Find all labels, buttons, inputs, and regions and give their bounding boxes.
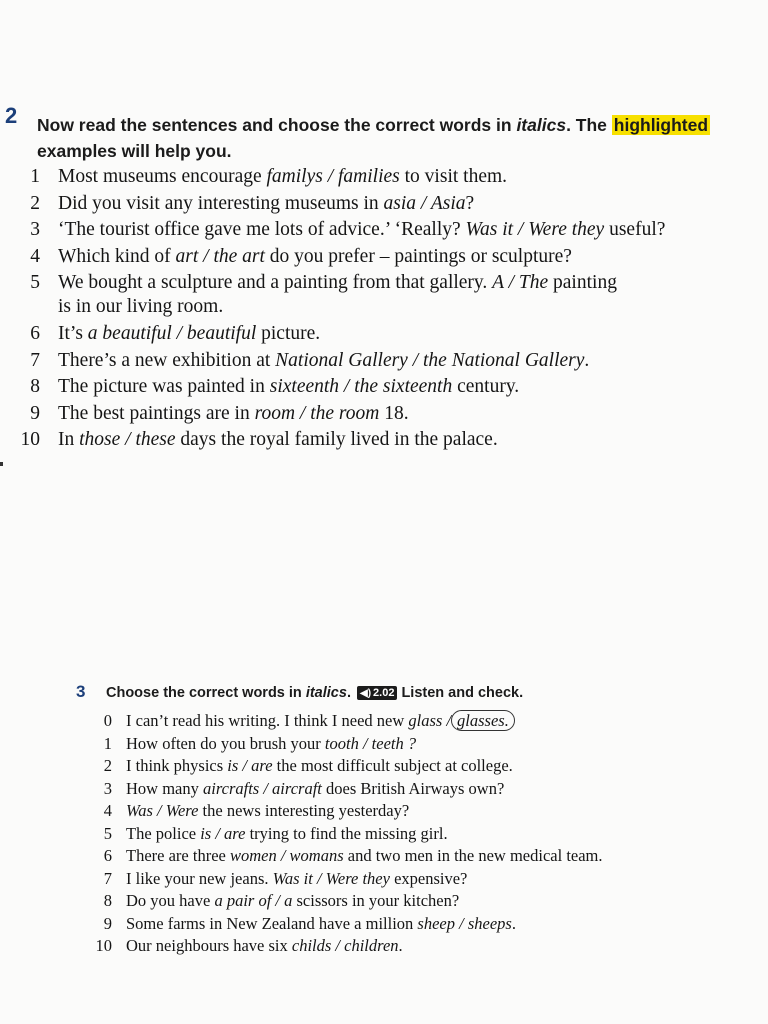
- choice-options: a beautiful / beautiful: [87, 323, 257, 344]
- choice-options: Was it / Were they: [465, 219, 605, 240]
- sentence-text: Did you visit any interesting museums in: [58, 192, 384, 214]
- item-number: 2: [103, 756, 112, 775]
- item-number: 5: [30, 272, 40, 293]
- list-item: [0, 801, 760, 824]
- choice-options: childs / children: [291, 936, 399, 955]
- sentence-text: painting: [548, 272, 617, 293]
- sentence-text: I can’t read his writing. I think I need new: [126, 711, 409, 730]
- item-number: 9: [103, 913, 112, 933]
- choice-options: sheep / sheeps: [417, 913, 512, 933]
- circled-answer: glasses.: [451, 710, 515, 731]
- item-sentence: [126, 801, 409, 821]
- list-item: [0, 272, 768, 323]
- item-number: 4: [103, 801, 112, 820]
- sentence-text: ?: [465, 192, 475, 214]
- item-number: 4: [30, 245, 40, 267]
- sentence-text: useful?: [604, 219, 666, 240]
- list-item: [0, 403, 768, 430]
- item-number: 10: [20, 429, 40, 450]
- list-item: [0, 891, 760, 914]
- choice-options: is / are: [227, 756, 273, 775]
- sentence-text: In: [58, 429, 80, 450]
- sentence-text: and two men in the new medical team.: [343, 846, 603, 865]
- list-item: [0, 734, 760, 757]
- list-item: [0, 323, 768, 350]
- sentence-text: It’s: [58, 323, 88, 344]
- item-number: 6: [30, 323, 40, 344]
- sentence-text: .: [511, 913, 516, 933]
- sentence-text: I like your new jeans.: [126, 868, 273, 888]
- sentence-text: Our neighbours have six: [126, 936, 292, 955]
- choice-options: a pair of / a: [214, 891, 293, 910]
- item-number: 2: [30, 192, 40, 214]
- sentence-text: The police: [126, 823, 201, 843]
- choice-options: glass /: [408, 711, 452, 730]
- item-sentence: [58, 166, 507, 188]
- item-sentence: [126, 711, 515, 731]
- choice-options: sixteenth / the sixteenth: [269, 376, 453, 397]
- list-item: [0, 846, 760, 869]
- page-mark: [0, 462, 3, 466]
- item-number: 7: [30, 349, 40, 371]
- item-number: 8: [30, 376, 40, 397]
- choice-options: A / The: [492, 272, 549, 293]
- item-sentence: [58, 376, 519, 398]
- item-number: 10: [95, 936, 112, 955]
- item-sentence: [126, 756, 513, 776]
- sentence-text: Do you have: [126, 891, 215, 910]
- item-sentence: [58, 350, 589, 372]
- choice-options: aircrafts / aircraft: [203, 778, 322, 798]
- choice-options: asia / Asia: [383, 192, 466, 214]
- item-sentence: [126, 779, 504, 799]
- list-item: [0, 711, 760, 734]
- list-item: [0, 350, 768, 377]
- item-sentence: [58, 429, 498, 451]
- sentence-text: does British Airways own?: [321, 778, 505, 798]
- sentence-text: ‘The tourist office gave me lots of advice.’ ‘Really?: [58, 219, 466, 240]
- choice-options: Was / Were: [126, 801, 199, 820]
- sentence-text: There are three: [126, 846, 230, 865]
- item-number: 8: [103, 891, 112, 910]
- sentence-text: How often do you brush your: [126, 733, 325, 753]
- choice-options: tooth / teeth ?: [324, 733, 417, 753]
- item-number: 1: [103, 733, 112, 753]
- sentence-text: .: [584, 349, 590, 371]
- exercise-2-instruction: Now read the sentences and choose the correct words in italics. The highlighted examples will help you.: [37, 115, 709, 161]
- item-sentence: [58, 272, 617, 294]
- sentence-text: century.: [452, 376, 520, 397]
- list-item: [0, 219, 768, 246]
- sentence-text: The picture was painted in: [58, 376, 270, 397]
- sentence-text: 18.: [379, 402, 409, 424]
- item-sentence: [126, 936, 403, 956]
- item-number: 5: [103, 823, 112, 843]
- sentence-continuation: is in our living room.: [58, 296, 224, 317]
- sentence-text: There’s a new exhibition at: [58, 349, 276, 371]
- list-item: [0, 166, 768, 193]
- choice-options: is / are: [200, 823, 246, 843]
- highlighted-word: highlighted: [613, 115, 709, 135]
- exercise-3-number: 3: [76, 682, 86, 701]
- item-number: 1: [30, 166, 40, 187]
- list-item: [0, 429, 768, 456]
- list-item: [0, 246, 768, 273]
- sentence-text: The best paintings are in: [58, 402, 255, 424]
- speaker-icon: ◀): [360, 688, 372, 699]
- sentence-text: scissors in your kitchen?: [292, 891, 460, 910]
- item-sentence: [58, 246, 572, 268]
- list-item: [0, 936, 760, 959]
- sentence-text: days the royal family lived in the palace.: [175, 429, 498, 450]
- audio-track-badge[interactable]: ◀) 2.02: [357, 686, 397, 700]
- item-sentence: [126, 824, 448, 844]
- sentence-text: Some farms in New Zealand have a million: [126, 913, 418, 933]
- item-sentence: [126, 869, 467, 889]
- sentence-text: the most difficult subject at college.: [272, 756, 513, 775]
- choice-options: art / the art: [175, 245, 265, 267]
- exercise-3-list: [0, 711, 760, 959]
- sentence-text: We bought a sculpture and a painting from that gallery.: [58, 272, 493, 293]
- sentence-text: expensive?: [389, 868, 468, 888]
- choice-options: women / womans: [229, 846, 344, 865]
- exercise-2-list: [0, 166, 768, 456]
- list-item: [0, 779, 760, 802]
- choice-options: familys / families: [266, 166, 400, 187]
- choice-options: those / these: [79, 429, 176, 450]
- sentence-text: .: [398, 936, 403, 955]
- item-number: 3: [103, 778, 112, 798]
- choice-options: National Gallery / the National Gallery: [275, 349, 585, 371]
- list-item: [0, 376, 768, 403]
- list-item: [0, 756, 760, 779]
- list-item: [0, 869, 760, 892]
- choice-options: room / the room: [254, 402, 380, 424]
- item-sentence: [126, 914, 516, 934]
- sentence-text: do you prefer – paintings or sculpture?: [264, 245, 572, 267]
- item-sentence: [58, 403, 409, 425]
- sentence-text: Most museums encourage: [58, 166, 267, 187]
- item-sentence: [126, 846, 603, 866]
- sentence-text: Which kind of: [58, 245, 176, 267]
- choice-options: Was it / Were they: [272, 868, 390, 888]
- item-number: 6: [103, 846, 112, 865]
- exercise-3-instruction: Choose the correct words in italics. ◀) 2.02 Listen and check.: [106, 685, 524, 701]
- sentence-text: to visit them.: [399, 166, 508, 187]
- item-number: 3: [30, 219, 40, 240]
- sentence-text: I think physics: [126, 756, 228, 775]
- sentence-text: picture.: [256, 323, 321, 344]
- list-item: [0, 193, 768, 220]
- item-sentence: [58, 323, 320, 345]
- list-item: [0, 914, 760, 937]
- item-number: 0: [103, 711, 112, 730]
- sentence-text: How many: [126, 778, 203, 798]
- item-sentence: [126, 734, 416, 754]
- sentence-text: trying to find the missing girl.: [245, 823, 448, 843]
- sentence-text: the news interesting yesterday?: [198, 801, 410, 820]
- item-sentence: [126, 891, 459, 911]
- item-sentence: [58, 219, 665, 241]
- item-number: 9: [30, 402, 40, 424]
- exercise-2-number: 2: [5, 103, 18, 128]
- item-sentence: [58, 193, 474, 215]
- item-number: 7: [103, 868, 112, 888]
- list-item: [0, 824, 760, 847]
